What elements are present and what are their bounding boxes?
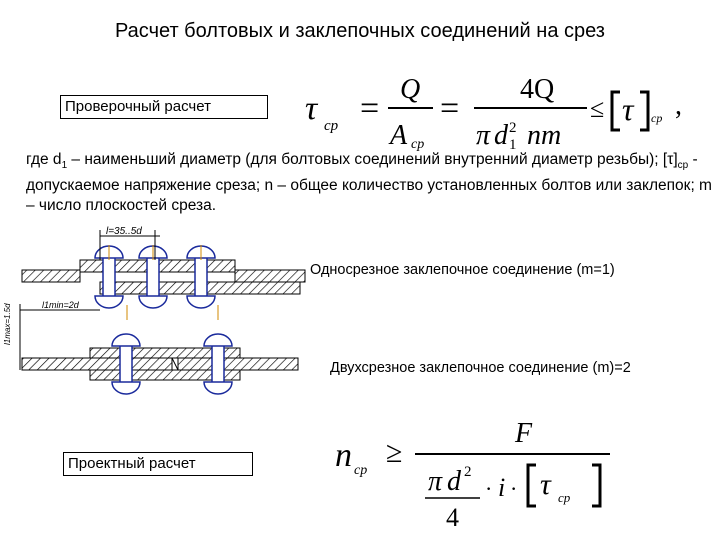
d-symbol: d	[494, 120, 508, 151]
double-shear-caption: Двухсрезное заклепочное соединение (m)=2	[330, 360, 631, 376]
a-subscript: ср	[411, 137, 425, 152]
ge-sign: ≥	[386, 436, 403, 469]
check-calc-label: Проверочный расчет	[60, 95, 268, 119]
left-bracket	[612, 92, 620, 130]
pi-symbol-2: π	[428, 466, 443, 497]
rivet-shank-4	[120, 344, 132, 384]
dot-symbol-1: ·	[485, 476, 493, 501]
tau-symbol: τ	[305, 90, 318, 127]
denominator-a: A	[390, 120, 408, 151]
description-text	[26, 150, 716, 216]
n-subscript: ср	[354, 463, 368, 478]
tau-symbol-2: τ	[540, 468, 551, 501]
page-title: Расчет болтовых и заклепочных соединений на срез	[115, 20, 605, 42]
edge-dimension: l1min=2d	[42, 300, 79, 310]
desc-part1: где d	[26, 151, 62, 168]
d-superscript-2: 2	[464, 464, 472, 480]
tau-subscript: ср	[324, 118, 339, 134]
dot-symbol-2: ·	[510, 476, 518, 501]
numerator-4q: 4Q	[520, 74, 555, 105]
right-bracket	[640, 92, 648, 130]
rivet-shank-2	[147, 256, 159, 298]
formula-shear-check	[290, 62, 710, 152]
vertical-dimension: l1max=1.5d	[3, 303, 12, 345]
right-bracket-2	[592, 465, 600, 506]
single-shear-caption: Односрезное заклепочное соединение (m=1)	[310, 262, 615, 278]
four-symbol: 4	[446, 503, 459, 532]
d-superscript: 2	[509, 120, 517, 136]
desc-tau-sub: ср	[677, 160, 689, 172]
pi-symbol: π	[476, 120, 491, 151]
nm-symbol: nm	[527, 120, 562, 151]
numerator-q: Q	[400, 74, 421, 105]
bracket-subscript: ср	[651, 111, 663, 125]
tau-subscript-2: ср	[558, 490, 571, 505]
tau-bracket-symbol: τ	[622, 91, 634, 127]
pitch-dimension: l=35..5d	[106, 226, 142, 237]
rivet-shank-5	[212, 344, 224, 384]
design-calc-label: Проектный расчет	[63, 452, 253, 476]
desc-part2: – наименьший диаметр (для болтовых соединений внутренний диаметр резьбы); [τ]	[67, 151, 678, 168]
n-symbol: n	[335, 437, 352, 474]
d-subscript: 1	[509, 137, 517, 152]
rivet-joint-drawing	[0, 220, 340, 395]
i-symbol: i	[498, 473, 506, 502]
desc-part3: - допускаемое напряжение среза; n – общее количество установленных болтов или заклепок; m – число плоскостей среза.	[26, 151, 712, 215]
equals-sign-1: =	[360, 90, 380, 127]
le-sign: ≤	[590, 94, 605, 123]
desc-d-sub: 1	[61, 160, 68, 172]
rivet-shank-3	[195, 256, 207, 298]
numerator-f: F	[515, 418, 533, 449]
comma: ,	[675, 90, 682, 121]
rivet-shank-1	[103, 256, 115, 298]
equals-sign-2: =	[440, 90, 460, 127]
d-symbol-2: d	[447, 466, 461, 497]
double-shear-joint	[22, 334, 298, 394]
formula-design	[330, 410, 650, 535]
left-bracket-2	[528, 465, 536, 506]
